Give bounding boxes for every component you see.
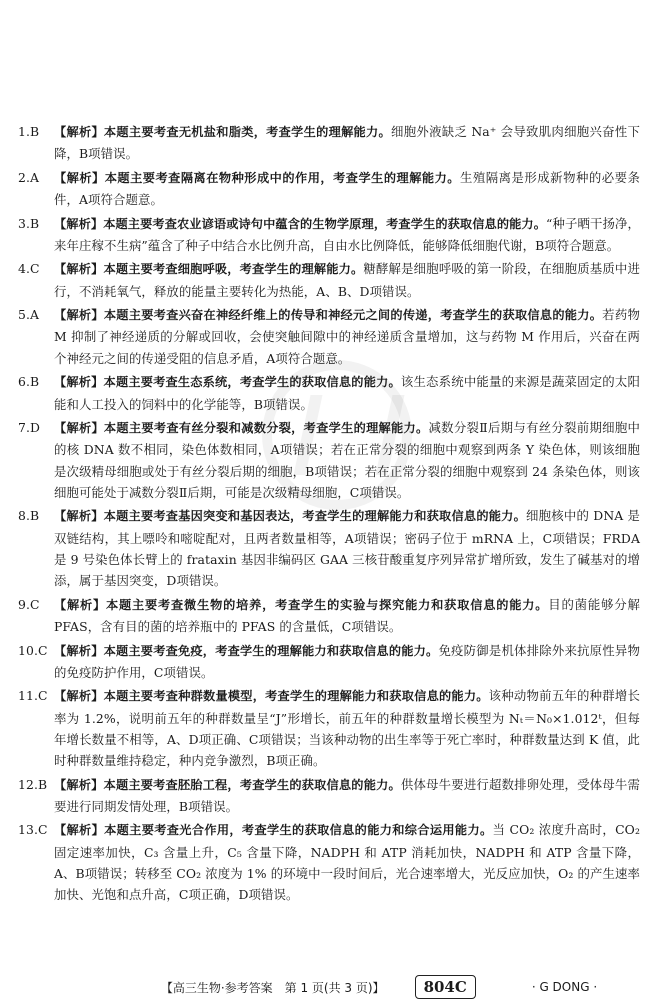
answer-number: 12.B (18, 776, 48, 792)
answer-list (18, 121, 640, 908)
answer-number: 1.B (18, 124, 40, 139)
answer-item (18, 594, 640, 638)
answer-number: 3.B (18, 215, 40, 231)
analysis-body: 目的菌能够分解 PFAS，含有目的菌的培养瓶中的 PFAS 的含量低，C项错误。 (54, 596, 640, 635)
analysis-body: 细胞核中的 DNA 是双链结构，其上嘌呤和嘧啶配对，且两者数量相等，A项错误；密码子位于 mRNA 上，C项错误；FRDA 是 9 号染色体长臂上的 frataxin 基因非编码区 GAA 三核苷酸重复序列异常扩增所致，发生了碱基对的增添，属于基因突变，D项错误。 (54, 508, 640, 589)
answer-item (18, 121, 640, 165)
analysis-body: 当 CO₂ 浓度升高时，CO₂ 固定速率加快，C₃ 含量上升，C₅ 含量下降，NADPH 和 ATP 消耗加快，NADPH 和 ATP 含量下降，A、B项错误；转移至 CO₂ 浓度为 1% 的环境中一段时间后，光合速率增大，光反应加快，O₂ 的产生速率加快、光饱和点升高，C项正确，D项错误。 (54, 822, 641, 903)
footer-brand: · G DONG · (531, 980, 598, 994)
analysis-heading: 【解析】本题主要考查微生物的培养，考查学生的实验与探究能力和获取信息的能力。 (54, 597, 549, 612)
analysis-body: 免疫防御是机体排除外来抗原性异物的免疫防护作用，C项错误。 (54, 642, 640, 680)
analysis-body: 糖酵解是细胞呼吸的第一阶段，在细胞质基质中进行，不消耗氧气，释放的能量主要转化为热能，A、B、D项错误。 (54, 261, 641, 299)
analysis-heading: 【解析】本题主要考查生态系统，考查学生的获取信息的能力。 (54, 375, 401, 390)
answer-number: 7.D (18, 419, 41, 435)
analysis-heading: 【解析】本题主要考查胚胎工程，考查学生的获取信息的能力。 (54, 777, 401, 792)
analysis-body: 若药物 M 抑制了神经递质的分解或回收，会使突触间隙中的神经递质含量增加，这与药物 M 作用后，兴奋在两个神经元之间的传递受阻的信息矛盾，A项符合题意。 (54, 307, 640, 366)
analysis-body: 生殖隔离是形成新物种的必要条件，A项符合题意。 (54, 169, 640, 208)
answer-item (18, 213, 640, 257)
answer-item (18, 371, 640, 415)
analysis-heading: 【解析】本题主要考查免疫，考查学生的理解能力和获取信息的能力。 (54, 643, 439, 658)
answer-item (18, 819, 640, 905)
analysis-heading: 【解析】本题主要考查兴奋在神经纤维上的传导和神经元之间的传递，考查学生的获取信息的能力。 (54, 308, 603, 323)
answer-item (18, 304, 640, 369)
answer-number: 11.C (18, 688, 48, 704)
analysis-body: 该种动物前五年的种群增长率为 1.2%，说明前五年的种群数量呈“J”形增长，前五年的种群数量增长模型为 Nₜ＝N₀×1.012ᵗ，但每年增长数量不相等，A、D项正确、C项错误；当该种动物的出生率等于死亡率时，种群数量达到 K 值，此时种群数量维持稳定，种内竞争激烈，B项正确。 (54, 688, 641, 769)
answer-item (18, 774, 640, 818)
analysis-body: 细胞外液缺乏 Na⁺ 会导致肌肉细胞兴奋性下降，B项错误。 (54, 124, 640, 162)
answer-number: 2.A (18, 169, 40, 185)
analysis-body: 供体母牛要进行超数排卵处理，受体母牛需要进行同期发情处理，B项错误。 (54, 776, 640, 814)
footer-page-info: 【高三生物·参考答案 第 1 页(共 3 页)】 (160, 980, 385, 995)
exam-code-badge: 804C (415, 975, 476, 999)
answer-number: 5.A (18, 307, 40, 323)
answer-number: 8.B (18, 508, 40, 524)
answer-number: 6.B (18, 374, 40, 390)
analysis-heading: 【解析】本题主要考查农业谚语或诗句中蕴含的生物学原理，考查学生的获取信息的能力。 (54, 216, 547, 231)
analysis-heading: 【解析】本题主要考查光合作用，考查学生的获取信息的能力和综合运用能力。 (54, 823, 493, 838)
answer-item (18, 685, 640, 771)
analysis-heading: 【解析】本题主要考查无机盐和脂类，考查学生的理解能力。 (54, 125, 392, 139)
analysis-body: 减数分裂Ⅱ后期与有丝分裂前期细胞中的核 DNA 数不相同，染色体数相同，A项错误；若在正常分裂的细胞中观察到两条 Y 染色体，则该细胞是次级精母细胞或处于有丝分裂后期的细胞，B项错误；若在正常分裂的细胞中观察到 24 条染色体，则该细胞可能处于减数分裂Ⅱ后期，可能是次级精母细胞，C项错误。 (54, 419, 641, 500)
analysis-body: “种子晒干扬净，来年庄稼不生病”蕴含了种子中结合水比例升高，自由水比例降低，能够降低细胞代谢，B项符合题意。 (54, 215, 640, 253)
answer-number: 9.C (18, 596, 40, 612)
page-footer (0, 972, 652, 1002)
analysis-heading: 【解析】本题主要考查细胞呼吸，考查学生的理解能力。 (54, 262, 364, 277)
answer-item (18, 167, 640, 211)
analysis-heading: 【解析】本题主要考查基因突变和基因表达，考查学生的理解能力和获取信息的能力。 (54, 509, 527, 524)
analysis-heading: 【解析】本题主要考查隔离在物种形成中的作用，考查学生的理解能力。 (54, 170, 460, 185)
answer-number: 13.C (18, 822, 48, 838)
answer-number: 4.C (18, 261, 40, 277)
analysis-body: 该生态系统中能量的来源是蔬菜固定的太阳能和人工投入的饲料中的化学能等，B项错误。 (54, 374, 640, 412)
answer-item (18, 640, 640, 684)
answer-item (18, 505, 640, 591)
answer-item (18, 417, 640, 503)
analysis-heading: 【解析】本题主要考查有丝分裂和减数分裂，考查学生的理解能力。 (54, 420, 429, 435)
answer-number: 10.C (18, 642, 48, 658)
answer-item (18, 258, 640, 302)
analysis-heading: 【解析】本题主要考查种群数量模型，考查学生的理解能力和获取信息的能力。 (54, 689, 489, 704)
